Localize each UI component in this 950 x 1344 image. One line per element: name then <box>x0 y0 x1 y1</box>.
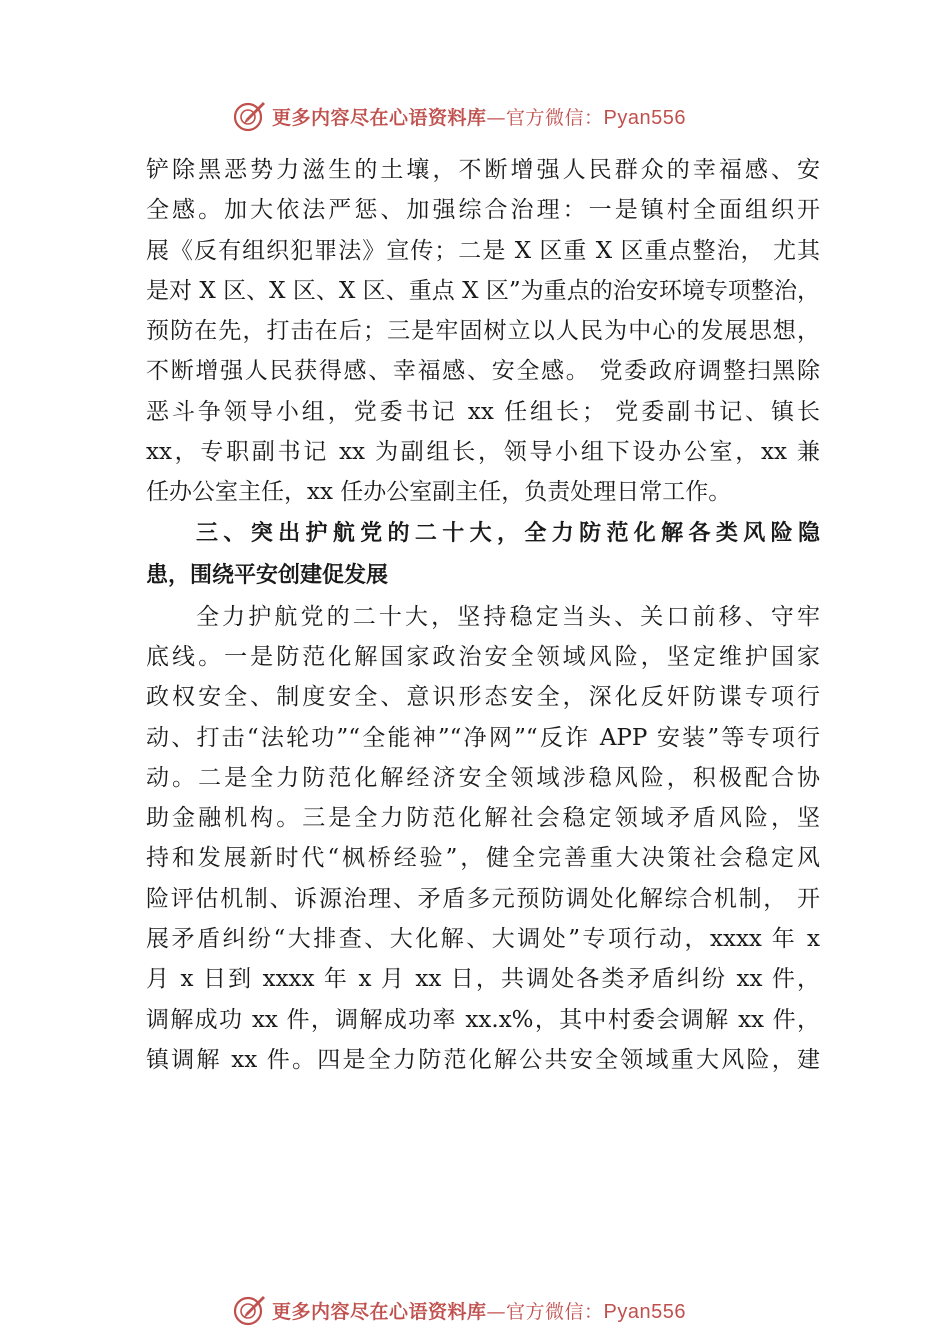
footer-banner <box>232 1290 686 1330</box>
body-line: xx，专职副书记 xx 为副组长，领导小组下设办公室，xx 兼 <box>146 439 820 466</box>
header-banner-text <box>272 103 686 130</box>
body-line: 全力护航党的二十大，坚持稳定当头、关口前移、守牢 <box>196 603 820 630</box>
body-line: 预防在先，打击在后；三是牢固树立以人民为中心的发展思想， <box>146 318 820 345</box>
body-line: 镇调解 xx 件。四是全力防范化解公共安全领域重大风险，建 <box>146 1046 820 1073</box>
banner-wechat-label: 官方微信： <box>506 106 604 129</box>
body-line: 政权安全、制度安全、意识形态安全，深化反奸防谍专项行 <box>146 684 820 711</box>
body-line: 险评估机制、诉源治理、矛盾多元预防调处化解综合机制， 开 <box>146 885 820 912</box>
document-body <box>146 150 820 1080</box>
body-line: 展《反有组织犯罪法》宣传；二是 X 区重 X 区重点整治， 尤其 <box>146 237 820 264</box>
banner-separator: — <box>486 106 507 129</box>
body-line: 持和发展新时代“枫桥经验”，健全完善重大决策社会稳定风 <box>146 845 820 872</box>
body-line: 是对 X 区、X 区、X 区、重点 X 区”为重点的治安环境专项整治， <box>146 277 820 304</box>
banner-title: 更多内容尽在心语资料库 <box>272 106 487 129</box>
body-line: 铲除黑恶势力滋生的土壤，不断增强人民群众的幸福感、安 <box>146 157 820 183</box>
banner-separator: — <box>486 1300 507 1323</box>
body-line: 任办公室主任，xx 任办公室副主任，负责处理日常工作。 <box>146 479 732 506</box>
footer-banner-text <box>272 1297 686 1324</box>
banner-wechat-label: 官方微信： <box>506 1300 604 1323</box>
body-line: 恶斗争领导小组，党委书记 xx 任组长； 党委副书记、镇长 <box>146 398 820 425</box>
body-line: 助金融机构。三是全力防范化解社会稳定领域矛盾风险，坚 <box>146 805 820 832</box>
body-line: 不断增强人民获得感、幸福感、安全感。 党委政府调整扫黑除 <box>146 358 820 385</box>
body-line: 展矛盾纠纷“大排查、大化解、大调处”专项行动，xxxx 年 x <box>146 926 820 953</box>
banner-wechat-id: Pyan556 <box>603 1300 686 1323</box>
banner-title: 更多内容尽在心语资料库 <box>272 1300 487 1323</box>
header-banner <box>232 96 686 136</box>
section-heading-line: 患，围绕平安创建促发展 <box>146 562 389 588</box>
banner-wechat-id: Pyan556 <box>603 106 686 129</box>
pen-logo-icon <box>232 98 268 134</box>
section-heading-line: 三、突出护航党的二十大，全力防范化解各类风险隐 <box>196 520 820 546</box>
body-line: 全感。加大依法严惩、加强综合治理：一是镇村全面组织开 <box>146 197 820 224</box>
pen-logo-icon <box>232 1292 268 1328</box>
body-line: 动、打击“法轮功”“全能神”“净网”“反诈 APP 安装”等专项行 <box>146 724 820 751</box>
body-line: 月 x 日到 xxxx 年 x 月 xx 日，共调处各类矛盾纠纷 xx 件， <box>146 966 820 993</box>
body-line: 底线。一是防范化解国家政治安全领域风险，坚定维护国家 <box>146 643 820 670</box>
body-line: 调解成功 xx 件，调解成功率 xx.x%，其中村委会调解 xx 件， <box>146 1006 820 1033</box>
body-line: 动。二是全力防范化解经济安全领域涉稳风险，积极配合协 <box>146 764 820 791</box>
